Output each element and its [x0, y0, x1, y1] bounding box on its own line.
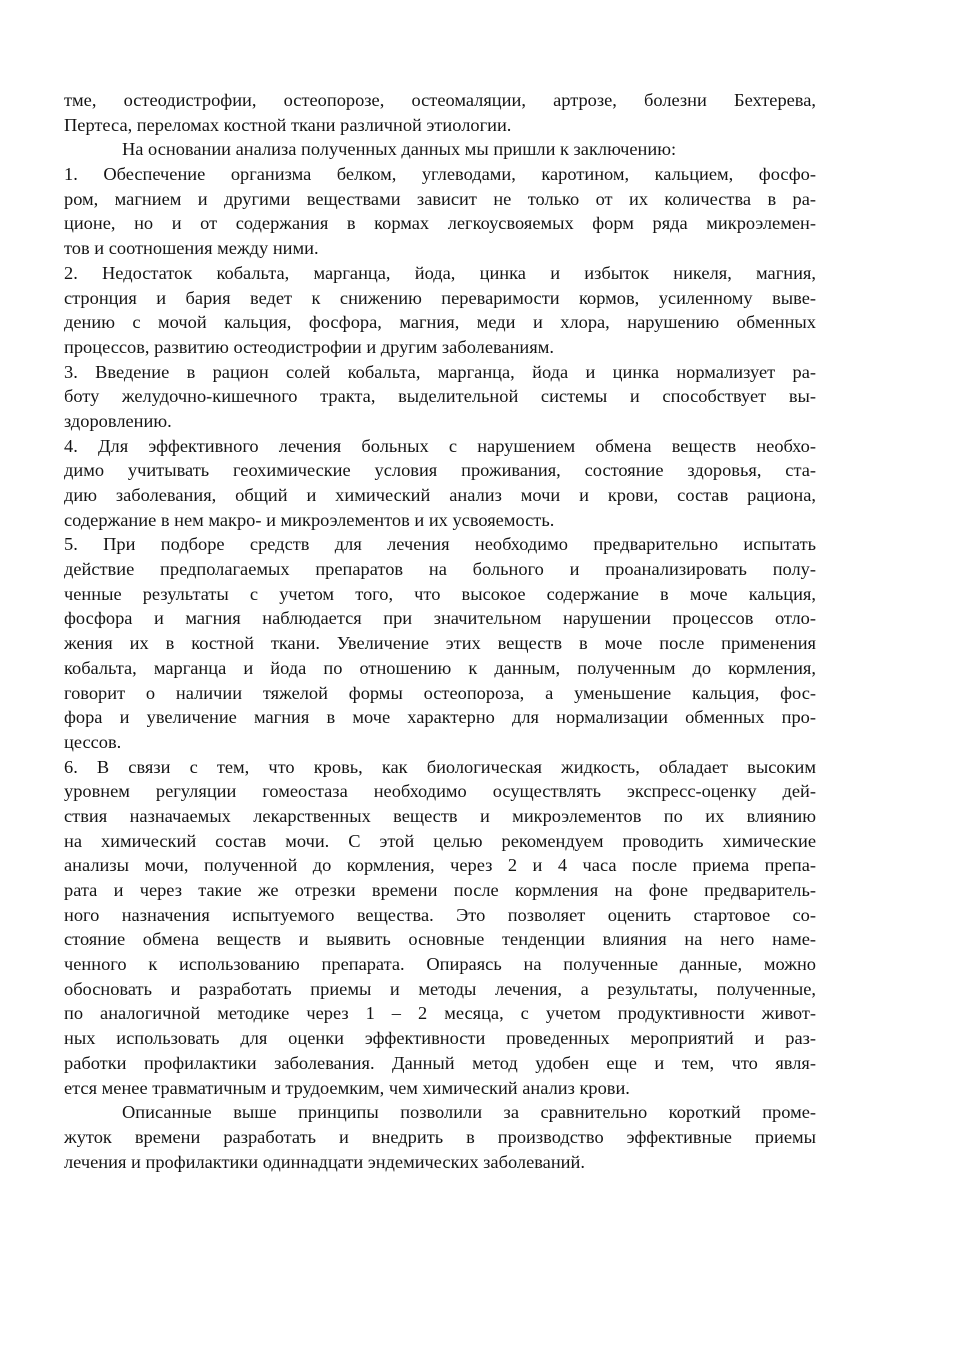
text-line: здоровлению.: [64, 410, 172, 431]
text-line: ченные результаты с учетом того, что высокое содержание в моче кальция,: [64, 583, 816, 604]
text-line: тов и соотношения между ними.: [64, 238, 319, 259]
text-line: дению с мочой кальция, фосфора, магния, меди и хлора, нарушению обменных: [64, 312, 816, 333]
text-line: содержание в нем макро- и микроэлементов и их усвояемость.: [64, 509, 555, 530]
text-line: ченного к использованию препарата. Опираясь на полученные данные, можно: [64, 954, 816, 975]
text-line: на химический состав мочи. С этой целью рекомендуем проводить химические: [64, 830, 816, 851]
text-line: тме, остеодистрофии, остеопорозе, остеомаляции, артрозе, болезни Бехтерева,: [64, 90, 816, 110]
text-line: обосновать и разработать приемы и методы лечения, а результаты, полученные,: [64, 978, 816, 999]
text-line: 2. Недостаток кобальта, марганца, йода, цинка и избыток никеля, магния,: [64, 262, 816, 283]
text-line: ствия назначаемых лекарственных веществ и микроэлементов по их влиянию: [64, 805, 816, 826]
text-line: дию заболевания, общий и химический анализ мочи и крови, состав рациона,: [64, 485, 816, 505]
text-line: лечения и профилактики одиннадцати эндемических заболеваний.: [64, 1151, 585, 1172]
text-line: 3. Введение в рацион солей кобальта, марганца, йода и цинка нормализует ра-: [64, 361, 816, 382]
text-line: боту желудочно-кишечного тракта, выделительной системы и способствует вы-: [64, 386, 816, 407]
text-line: жения их в костной ткани. Увеличение этих веществ в моче после применения: [64, 633, 816, 654]
text-line: рата и через такие же отрезки времени после кормления на фоне предваритель-: [64, 880, 816, 900]
text-line: фосфора и магния наблюдается при значительном нарушении процессов отло-: [64, 608, 816, 629]
text-line: цессов.: [64, 731, 122, 752]
text-line: кобальта, марганца и йода по отношению к данным, полученным до кормления,: [64, 657, 816, 678]
text-line: фора и увеличение магния в моче характерно для нормализации обменных про-: [64, 707, 816, 728]
text-line: ется менее травматичным и трудоемким, чем химический анализ крови.: [64, 1077, 630, 1098]
text-line: по аналогичной методике через 1 – 2 месяца, с учетом продуктивности живот-: [64, 1003, 816, 1024]
text-line: жуток времени разработать и внедрить в производство эффективные приемы: [64, 1126, 816, 1147]
text-line: На основании анализа полученных данных мы пришли к заключению:: [122, 139, 677, 160]
document-page: [64, 88, 816, 1174]
text-line: говорит о наличии тяжелой формы остеопороза, а уменьшение кальция, фос-: [64, 682, 816, 703]
text-line: димо учитывать геохимические условия проживания, состояние здоровья, ста-: [64, 460, 816, 481]
text-line: 5. При подборе средств для лечения необходимо предварительно испытать: [64, 534, 816, 555]
text-line: Пертеса, переломах костной ткани различной этиологии.: [64, 114, 512, 135]
text-line: процессов, развитию остеодистрофии и другим заболеваниям.: [64, 336, 554, 357]
text-line: 4. Для эффективного лечения больных с нарушением обмена веществ необхо-: [64, 435, 816, 456]
text-line: Описанные выше принципы позволили за сравнительно короткий проме-: [122, 1102, 816, 1123]
text-line: ром, магнием и другими веществами зависит не только от их количества в ра-: [64, 188, 816, 209]
text-line: ного назначения испытуемого вещества. Это позволяет оценить стартовое со-: [64, 904, 816, 925]
text-line: стояние обмена веществ и выявить основные тенденции влияния на него наме-: [64, 929, 816, 950]
text-line: действие предполагаемых препаратов на больного и проанализировать полу-: [64, 559, 816, 580]
text-line: анализы мочи, полученной до кормления, через 2 и 4 часа после приема препа-: [64, 855, 816, 876]
text-line: ных использовать для оценки эффективности проведенных мероприятий и раз-: [64, 1028, 816, 1049]
text-line: 6. В связи с тем, что кровь, как биологическая жидкость, обладает высоким: [64, 756, 816, 777]
text-line: работки профилактики заболевания. Данный метод удобен еще и тем, что явля-: [64, 1052, 816, 1073]
text-line: уровнем регуляции гомеостаза необходимо осуществлять экспресс-оценку дей-: [64, 781, 816, 802]
text-line: ционе, но и от содержания в кормах легкоусвояемых форм ряда микроэлемен-: [64, 213, 816, 234]
text-line: 1. Обеспечение организма белком, углеводами, каротином, кальцием, фосфо-: [64, 164, 816, 185]
text-line: стронция и бария ведет к снижению переваримости кормов, усиленному выве-: [64, 287, 816, 308]
